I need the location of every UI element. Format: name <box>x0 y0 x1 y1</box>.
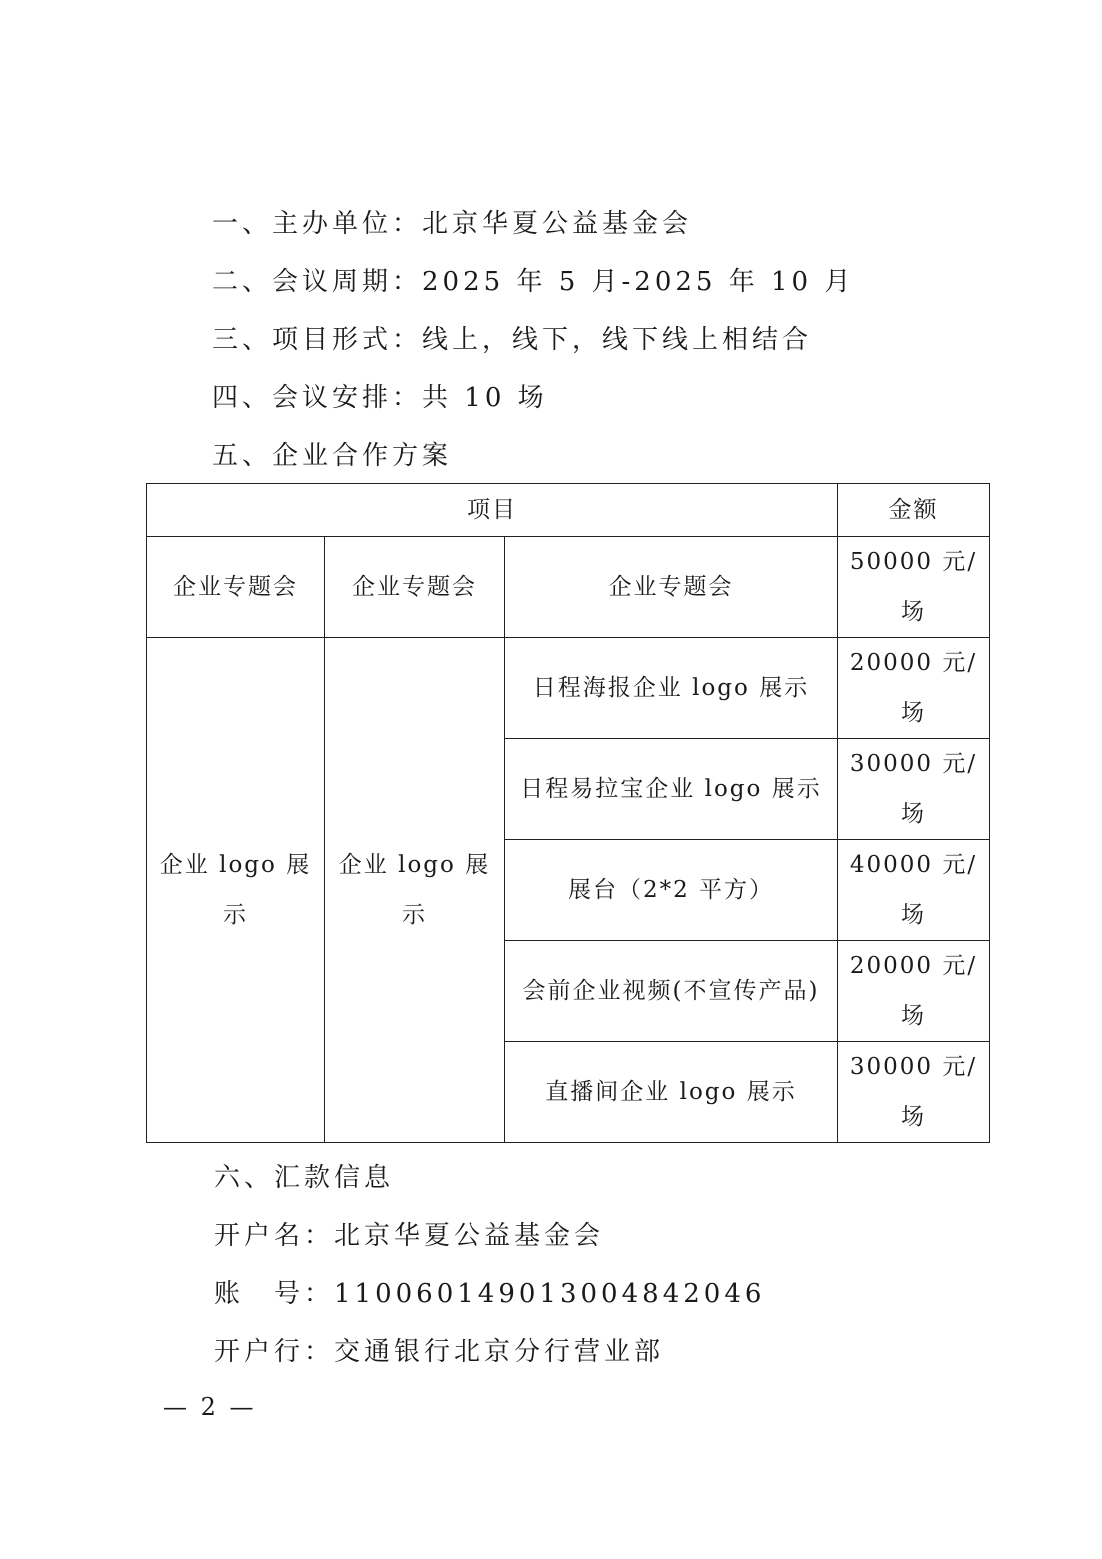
section-label: 五、企业合作方案 <box>212 441 453 471</box>
table-cell: 日程易拉宝企业 logo 展示 <box>505 739 838 840</box>
amount-cell: 30000 元/场 <box>838 1042 990 1143</box>
section-value: 共 10 场 <box>422 383 548 413</box>
cooperation-table <box>146 483 990 1143</box>
table-row <box>147 638 990 739</box>
section-schedule <box>212 385 548 411</box>
table-cell: 展台（2*2 平方） <box>505 840 838 941</box>
account-number: 110060149013004842046 <box>334 1279 766 1309</box>
table-row <box>147 537 990 638</box>
header-item: 项目 <box>147 484 838 537</box>
section-label: 四、会议安排： <box>212 383 423 413</box>
section-organizer <box>212 211 692 237</box>
table-cell: 日程海报企业 logo 展示 <box>505 638 838 739</box>
account-name-line <box>214 1223 604 1249</box>
table-header-row <box>147 484 990 537</box>
header-amount: 金额 <box>838 484 990 537</box>
section-label: 三、项目形式： <box>212 325 423 355</box>
section-period <box>212 269 854 295</box>
table-cell: 企业专题会 <box>325 537 505 638</box>
table-cell: 直播间企业 logo 展示 <box>505 1042 838 1143</box>
table-cell: 企业专题会 <box>147 537 325 638</box>
account-number-label: 账 号： <box>214 1279 335 1309</box>
amount-cell: 50000 元/场 <box>838 537 990 638</box>
section-label: 一、主办单位： <box>212 209 423 239</box>
amount-cell: 30000 元/场 <box>838 739 990 840</box>
bank-line <box>214 1339 664 1365</box>
table-cell: 会前企业视频(不宣传产品) <box>505 941 838 1042</box>
merged-cell: 企业 logo 展示 <box>325 638 505 1143</box>
amount-cell: 40000 元/场 <box>838 840 990 941</box>
section-cooperation <box>212 443 452 469</box>
section-label: 二、会议周期： <box>212 267 423 297</box>
section-value: 线上，线下，线下线上相结合 <box>422 325 813 355</box>
account-name-label: 开户名： <box>214 1221 335 1251</box>
page-number: — 2 — <box>163 1393 257 1421</box>
account-name: 北京华夏公益基金会 <box>334 1221 605 1251</box>
bank-name: 交通银行北京分行营业部 <box>334 1337 665 1367</box>
table-cell: 企业专题会 <box>505 537 838 638</box>
section-value: 北京华夏公益基金会 <box>422 209 693 239</box>
amount-cell: 20000 元/场 <box>838 941 990 1042</box>
section-format <box>212 327 812 353</box>
amount-cell: 20000 元/场 <box>838 638 990 739</box>
section-value: 2025 年 5 月-2025 年 10 月 <box>422 267 855 297</box>
merged-cell: 企业 logo 展示 <box>147 638 325 1143</box>
bank-label: 开户行： <box>214 1337 335 1367</box>
account-number-line <box>214 1281 765 1307</box>
remittance-title: 六、汇款信息 <box>214 1163 395 1193</box>
